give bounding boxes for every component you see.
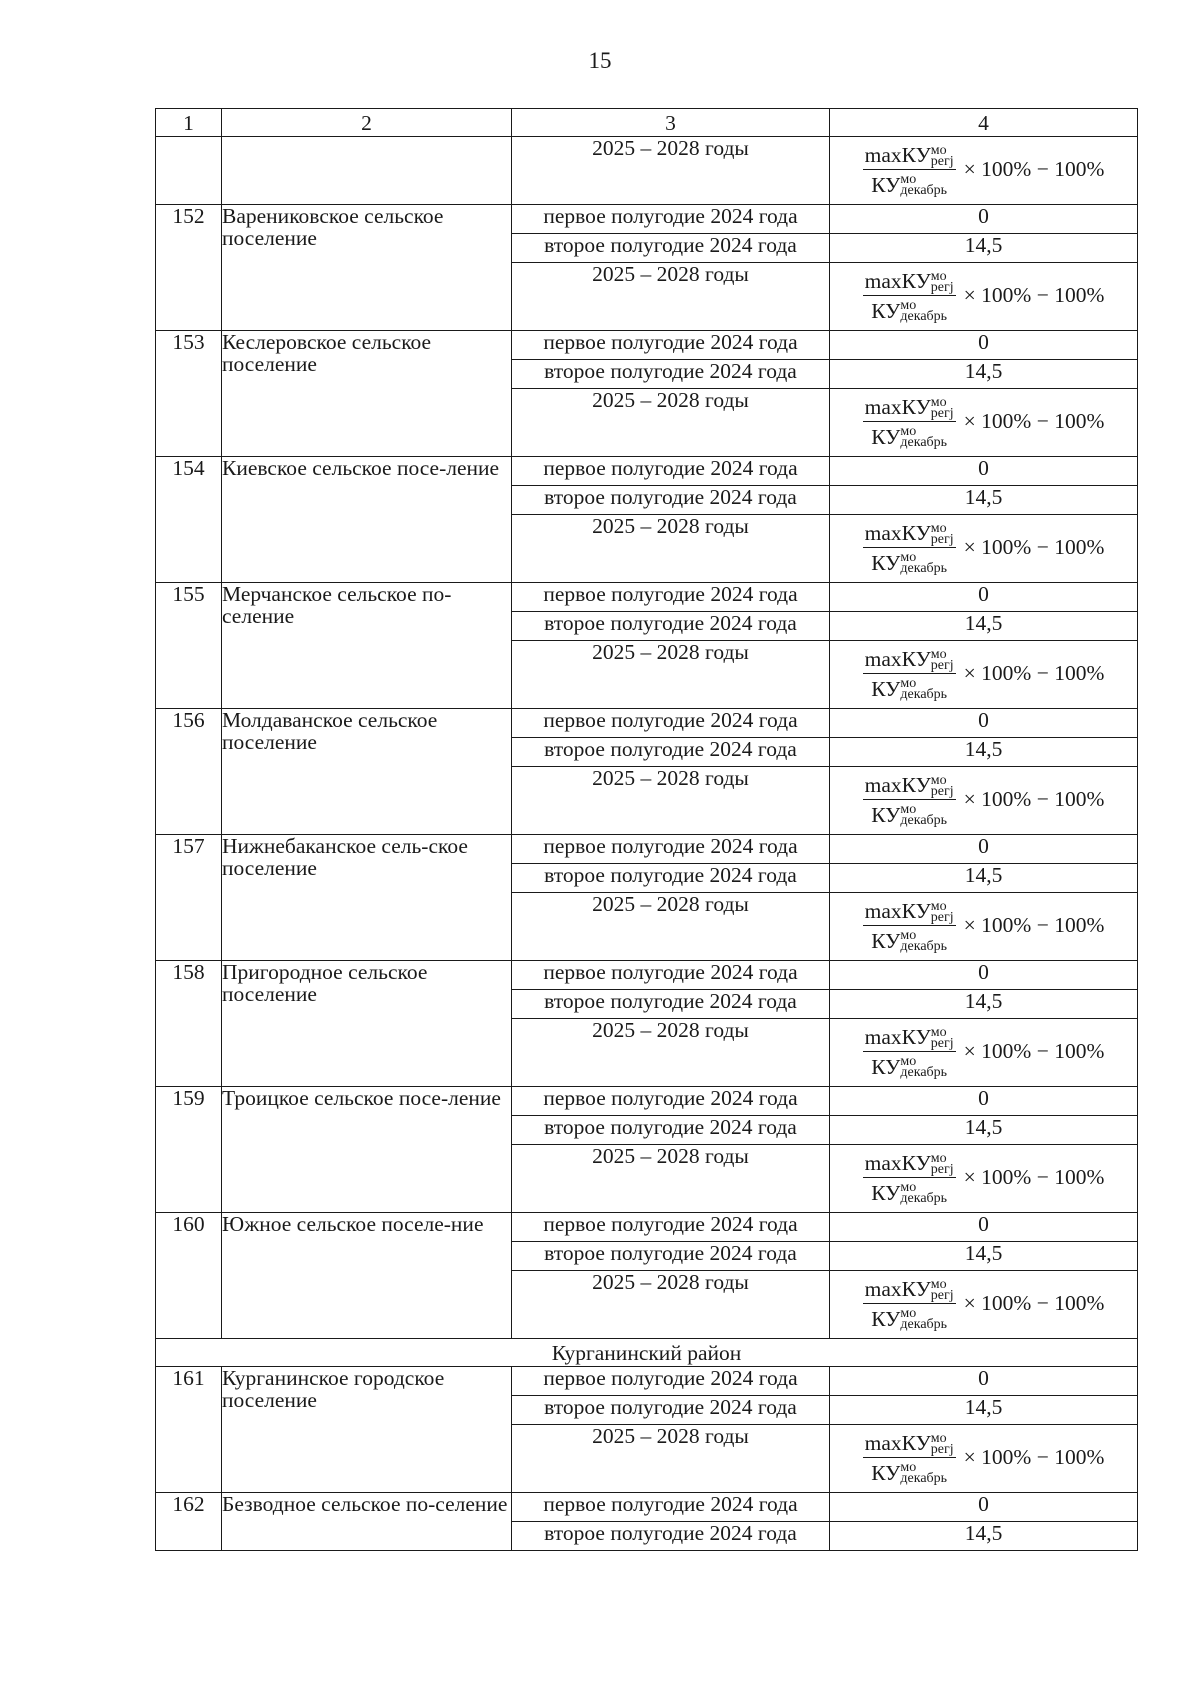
formula-tail: × 100% − 100% xyxy=(963,1291,1105,1315)
formula-denominator-base: КУ xyxy=(871,172,901,197)
settlement-name-cell: Молдаванское сельское поселение xyxy=(222,709,512,835)
formula-numerator-base: maxКУ xyxy=(864,1277,931,1302)
formula-numerator-sup: мо xyxy=(930,1024,947,1040)
period-cell: 2025 – 2028 годы xyxy=(512,137,830,205)
period-cell: первое полугодие 2024 года xyxy=(512,961,830,990)
settlement-name-cell: Курганинское городское поселение xyxy=(222,1367,512,1493)
period-cell: второе полугодие 2024 года xyxy=(512,486,830,515)
formula-fraction xyxy=(863,394,956,450)
formula-denominator-sub: декабрь xyxy=(900,1316,948,1332)
value-cell: 0 xyxy=(830,835,1138,864)
formula-numerator-sup: мо xyxy=(930,142,947,158)
formula-denominator-sup: мо xyxy=(900,549,917,565)
formula-denominator-sup: мо xyxy=(900,297,917,313)
formula-fraction xyxy=(863,268,956,324)
formula-fraction xyxy=(863,1150,956,1206)
table-row xyxy=(156,205,1138,234)
period-cell: 2025 – 2028 годы xyxy=(512,263,830,331)
value-cell: 14,5 xyxy=(830,738,1138,767)
period-cell: первое полугодие 2024 года xyxy=(512,331,830,360)
period-cell: 2025 – 2028 годы xyxy=(512,1145,830,1213)
table-row xyxy=(156,331,1138,360)
formula-numerator-base: maxКУ xyxy=(864,269,931,294)
formula-denominator-base: КУ xyxy=(871,424,901,449)
formula xyxy=(830,263,1137,327)
table-row xyxy=(156,835,1138,864)
formula-numerator-sup: мо xyxy=(930,1276,947,1292)
formula-denominator-sup: мо xyxy=(900,1459,917,1475)
period-cell: второе полугодие 2024 года xyxy=(512,1116,830,1145)
formula-denominator xyxy=(869,170,949,196)
formula-numerator-sub: регj xyxy=(930,405,954,421)
table-row xyxy=(156,457,1138,486)
formula-fraction xyxy=(863,772,956,828)
period-cell: второе полугодие 2024 года xyxy=(512,360,830,389)
period-cell: первое полугодие 2024 года xyxy=(512,1367,830,1396)
value-cell: 14,5 xyxy=(830,1116,1138,1145)
formula-numerator-base: maxКУ xyxy=(864,647,931,672)
formula-denominator-base: КУ xyxy=(871,1180,901,1205)
row-number-cell xyxy=(156,137,222,205)
formula-fraction xyxy=(863,646,956,702)
formula-tail: × 100% − 100% xyxy=(963,1165,1105,1189)
period-cell: второе полугодие 2024 года xyxy=(512,990,830,1019)
formula-denominator-base: КУ xyxy=(871,1460,901,1485)
period-cell: первое полугодие 2024 года xyxy=(512,1493,830,1522)
row-number-cell: 152 xyxy=(156,205,222,331)
formula-denominator xyxy=(869,1458,949,1484)
formula-denominator-sub: декабрь xyxy=(900,1064,948,1080)
value-cell: 0 xyxy=(830,709,1138,738)
formula-denominator-sup: мо xyxy=(900,1179,917,1195)
formula-fraction xyxy=(863,1430,956,1486)
period-cell: второе полугодие 2024 года xyxy=(512,1242,830,1271)
formula xyxy=(830,641,1137,705)
formula-denominator-base: КУ xyxy=(871,1054,901,1079)
period-cell: 2025 – 2028 годы xyxy=(512,515,830,583)
formula-numerator xyxy=(863,772,956,799)
formula xyxy=(830,893,1137,957)
formula-numerator-sup: мо xyxy=(930,268,947,284)
formula-tail: × 100% − 100% xyxy=(963,157,1105,181)
formula-numerator-sup: мо xyxy=(930,646,947,662)
formula-numerator-base: maxКУ xyxy=(864,899,931,924)
formula xyxy=(830,1425,1137,1489)
formula-cell xyxy=(830,641,1138,709)
formula-numerator xyxy=(863,1150,956,1177)
formula-fraction xyxy=(863,1276,956,1332)
formula xyxy=(830,389,1137,453)
value-cell: 0 xyxy=(830,1493,1138,1522)
formula-cell xyxy=(830,1019,1138,1087)
value-cell: 0 xyxy=(830,583,1138,612)
formula-numerator-sup: мо xyxy=(930,520,947,536)
formula-fraction xyxy=(863,898,956,954)
row-number-cell: 158 xyxy=(156,961,222,1087)
column-header: 2 xyxy=(222,109,512,137)
formula xyxy=(830,1271,1137,1335)
row-number-cell: 162 xyxy=(156,1493,222,1551)
value-cell: 0 xyxy=(830,1087,1138,1116)
formula-numerator-base: maxКУ xyxy=(864,1151,931,1176)
row-number-cell: 160 xyxy=(156,1213,222,1339)
value-cell: 14,5 xyxy=(830,990,1138,1019)
value-cell: 14,5 xyxy=(830,486,1138,515)
formula-denominator-base: КУ xyxy=(871,928,901,953)
formula-cell xyxy=(830,263,1138,331)
period-cell: второе полугодие 2024 года xyxy=(512,1396,830,1425)
settlement-name-cell: Южное сельское поселе-ние xyxy=(222,1213,512,1339)
formula-numerator-sup: мо xyxy=(930,772,947,788)
value-cell: 0 xyxy=(830,331,1138,360)
column-header: 3 xyxy=(512,109,830,137)
value-cell: 14,5 xyxy=(830,1242,1138,1271)
period-cell: 2025 – 2028 годы xyxy=(512,1019,830,1087)
formula-numerator-sup: мо xyxy=(930,1150,947,1166)
formula-denominator-sub: декабрь xyxy=(900,812,948,828)
value-cell: 0 xyxy=(830,1213,1138,1242)
period-cell: 2025 – 2028 годы xyxy=(512,389,830,457)
formula-numerator xyxy=(863,1024,956,1051)
formula-numerator-sub: регj xyxy=(930,783,954,799)
period-cell: первое полугодие 2024 года xyxy=(512,205,830,234)
formula-cell xyxy=(830,767,1138,835)
period-cell: 2025 – 2028 годы xyxy=(512,1271,830,1339)
formula-fraction xyxy=(863,520,956,576)
value-cell: 14,5 xyxy=(830,1522,1138,1551)
formula-denominator-sub: декабрь xyxy=(900,182,948,198)
formula-numerator-sup: мо xyxy=(930,1430,947,1446)
formula-denominator-base: КУ xyxy=(871,298,901,323)
formula-fraction xyxy=(863,142,956,198)
formula-denominator-sub: декабрь xyxy=(900,560,948,576)
page-number: 15 xyxy=(588,48,612,73)
formula xyxy=(830,515,1137,579)
row-number-cell: 155 xyxy=(156,583,222,709)
value-cell: 0 xyxy=(830,961,1138,990)
column-header: 4 xyxy=(830,109,1138,137)
formula-numerator-base: maxКУ xyxy=(864,773,931,798)
table-row xyxy=(156,709,1138,738)
formula-numerator xyxy=(863,142,956,169)
formula-numerator-base: maxКУ xyxy=(864,521,931,546)
table-row xyxy=(156,1087,1138,1116)
period-cell: первое полугодие 2024 года xyxy=(512,835,830,864)
period-cell: 2025 – 2028 годы xyxy=(512,641,830,709)
period-cell: 2025 – 2028 годы xyxy=(512,893,830,961)
formula-numerator-base: maxКУ xyxy=(864,395,931,420)
formula-denominator-sup: мо xyxy=(900,423,917,439)
formula-numerator-base: maxКУ xyxy=(864,1025,931,1050)
period-cell: второе полугодие 2024 года xyxy=(512,234,830,263)
period-cell: второе полугодие 2024 года xyxy=(512,612,830,641)
formula-denominator-sub: декабрь xyxy=(900,938,948,954)
header-row xyxy=(156,109,1138,137)
formula-denominator-sub: декабрь xyxy=(900,434,948,450)
row-number-cell: 156 xyxy=(156,709,222,835)
settlement-name-cell: Кеслеровское сельское поселение xyxy=(222,331,512,457)
table-row xyxy=(156,1493,1138,1522)
table-body xyxy=(156,109,1138,1551)
formula-numerator xyxy=(863,898,956,925)
formula-numerator-sub: регj xyxy=(930,153,954,169)
formula xyxy=(830,137,1137,201)
period-cell: второе полугодие 2024 года xyxy=(512,738,830,767)
formula-tail: × 100% − 100% xyxy=(963,787,1105,811)
settlement-name-cell: Мерчанское сельское по-селение xyxy=(222,583,512,709)
value-cell: 0 xyxy=(830,457,1138,486)
formula-cell xyxy=(830,1145,1138,1213)
formula-tail: × 100% − 100% xyxy=(963,283,1105,307)
formula-numerator-sup: мо xyxy=(930,898,947,914)
row-number-cell: 161 xyxy=(156,1367,222,1493)
formula-denominator xyxy=(869,1052,949,1078)
value-cell: 0 xyxy=(830,1367,1138,1396)
table-row xyxy=(156,1213,1138,1242)
formula-denominator-sub: декабрь xyxy=(900,1190,948,1206)
formula-denominator-base: КУ xyxy=(871,802,901,827)
formula-numerator-sub: регj xyxy=(930,909,954,925)
row-number-cell: 157 xyxy=(156,835,222,961)
formula-numerator xyxy=(863,394,956,421)
formula-denominator xyxy=(869,296,949,322)
formula-tail: × 100% − 100% xyxy=(963,409,1105,433)
period-cell: первое полугодие 2024 года xyxy=(512,1087,830,1116)
formula-numerator xyxy=(863,646,956,673)
formula-denominator xyxy=(869,548,949,574)
column-header: 1 xyxy=(156,109,222,137)
formula-numerator xyxy=(863,1430,956,1457)
formula-denominator-sub: декабрь xyxy=(900,686,948,702)
formula-denominator xyxy=(869,674,949,700)
period-cell: второе полугодие 2024 года xyxy=(512,864,830,893)
formula-denominator-base: КУ xyxy=(871,676,901,701)
formula-cell xyxy=(830,515,1138,583)
period-cell: первое полугодие 2024 года xyxy=(512,583,830,612)
formula-numerator-sub: регj xyxy=(930,531,954,547)
formula-numerator-sub: регj xyxy=(930,1161,954,1177)
table-row xyxy=(156,583,1138,612)
period-cell: 2025 – 2028 годы xyxy=(512,767,830,835)
formula-denominator xyxy=(869,422,949,448)
formula-numerator xyxy=(863,268,956,295)
settlement-name-cell xyxy=(222,137,512,205)
settlement-name-cell: Троицкое сельское посе-ление xyxy=(222,1087,512,1213)
formula-cell xyxy=(830,1425,1138,1493)
formula-numerator-base: maxКУ xyxy=(864,143,931,168)
formula-denominator-base: КУ xyxy=(871,550,901,575)
period-cell: первое полугодие 2024 года xyxy=(512,1213,830,1242)
value-cell: 14,5 xyxy=(830,234,1138,263)
formula-numerator-sub: регj xyxy=(930,279,954,295)
formula-numerator-base: maxКУ xyxy=(864,1431,931,1456)
region-name-cell: Курганинский район xyxy=(156,1339,1138,1367)
formula-denominator xyxy=(869,1304,949,1330)
formula-tail: × 100% − 100% xyxy=(963,913,1105,937)
formula-cell xyxy=(830,137,1138,205)
table-row xyxy=(156,137,1138,205)
settlement-name-cell: Безводное сельское по-селение xyxy=(222,1493,512,1551)
formula-denominator-base: КУ xyxy=(871,1306,901,1331)
period-cell: 2025 – 2028 годы xyxy=(512,1425,830,1493)
formula-denominator-sup: мо xyxy=(900,171,917,187)
formula-numerator-sub: регj xyxy=(930,1441,954,1457)
period-cell: первое полугодие 2024 года xyxy=(512,457,830,486)
settlement-name-cell: Нижнебаканское сель-ское поселение xyxy=(222,835,512,961)
formula-denominator-sup: мо xyxy=(900,1305,917,1321)
row-number-cell: 159 xyxy=(156,1087,222,1213)
value-cell: 14,5 xyxy=(830,864,1138,893)
value-cell: 14,5 xyxy=(830,360,1138,389)
formula-numerator-sub: регj xyxy=(930,1035,954,1051)
settlement-name-cell: Пригородное сельское поселение xyxy=(222,961,512,1087)
region-row xyxy=(156,1339,1138,1367)
formula-denominator-sub: декабрь xyxy=(900,308,948,324)
formula-numerator xyxy=(863,520,956,547)
table-row xyxy=(156,1367,1138,1396)
formula xyxy=(830,767,1137,831)
formula-cell xyxy=(830,1271,1138,1339)
formula-numerator-sub: регj xyxy=(930,657,954,673)
formula-denominator-sup: мо xyxy=(900,1053,917,1069)
settlement-name-cell: Киевское сельское посе-ление xyxy=(222,457,512,583)
table-row xyxy=(156,961,1138,990)
settlement-name-cell: Варениковское сельское поселение xyxy=(222,205,512,331)
formula-tail: × 100% − 100% xyxy=(963,1445,1105,1469)
tariff-table xyxy=(155,108,1138,1551)
formula-denominator xyxy=(869,800,949,826)
formula-denominator-sup: мо xyxy=(900,801,917,817)
formula xyxy=(830,1019,1137,1083)
period-cell: первое полугодие 2024 года xyxy=(512,709,830,738)
formula-tail: × 100% − 100% xyxy=(963,535,1105,559)
formula-cell xyxy=(830,389,1138,457)
formula-denominator-sub: декабрь xyxy=(900,1470,948,1486)
formula xyxy=(830,1145,1137,1209)
period-cell: второе полугодие 2024 года xyxy=(512,1522,830,1551)
formula-tail: × 100% − 100% xyxy=(963,661,1105,685)
row-number-cell: 154 xyxy=(156,457,222,583)
formula-numerator-sup: мо xyxy=(930,394,947,410)
value-cell: 14,5 xyxy=(830,1396,1138,1425)
formula-numerator-sub: регj xyxy=(930,1287,954,1303)
formula-tail: × 100% − 100% xyxy=(963,1039,1105,1063)
value-cell: 0 xyxy=(830,205,1138,234)
formula-fraction xyxy=(863,1024,956,1080)
value-cell: 14,5 xyxy=(830,612,1138,641)
formula-denominator xyxy=(869,1178,949,1204)
formula-denominator-sup: мо xyxy=(900,927,917,943)
formula-numerator xyxy=(863,1276,956,1303)
formula-cell xyxy=(830,893,1138,961)
formula-denominator xyxy=(869,926,949,952)
row-number-cell: 153 xyxy=(156,331,222,457)
formula-denominator-sup: мо xyxy=(900,675,917,691)
